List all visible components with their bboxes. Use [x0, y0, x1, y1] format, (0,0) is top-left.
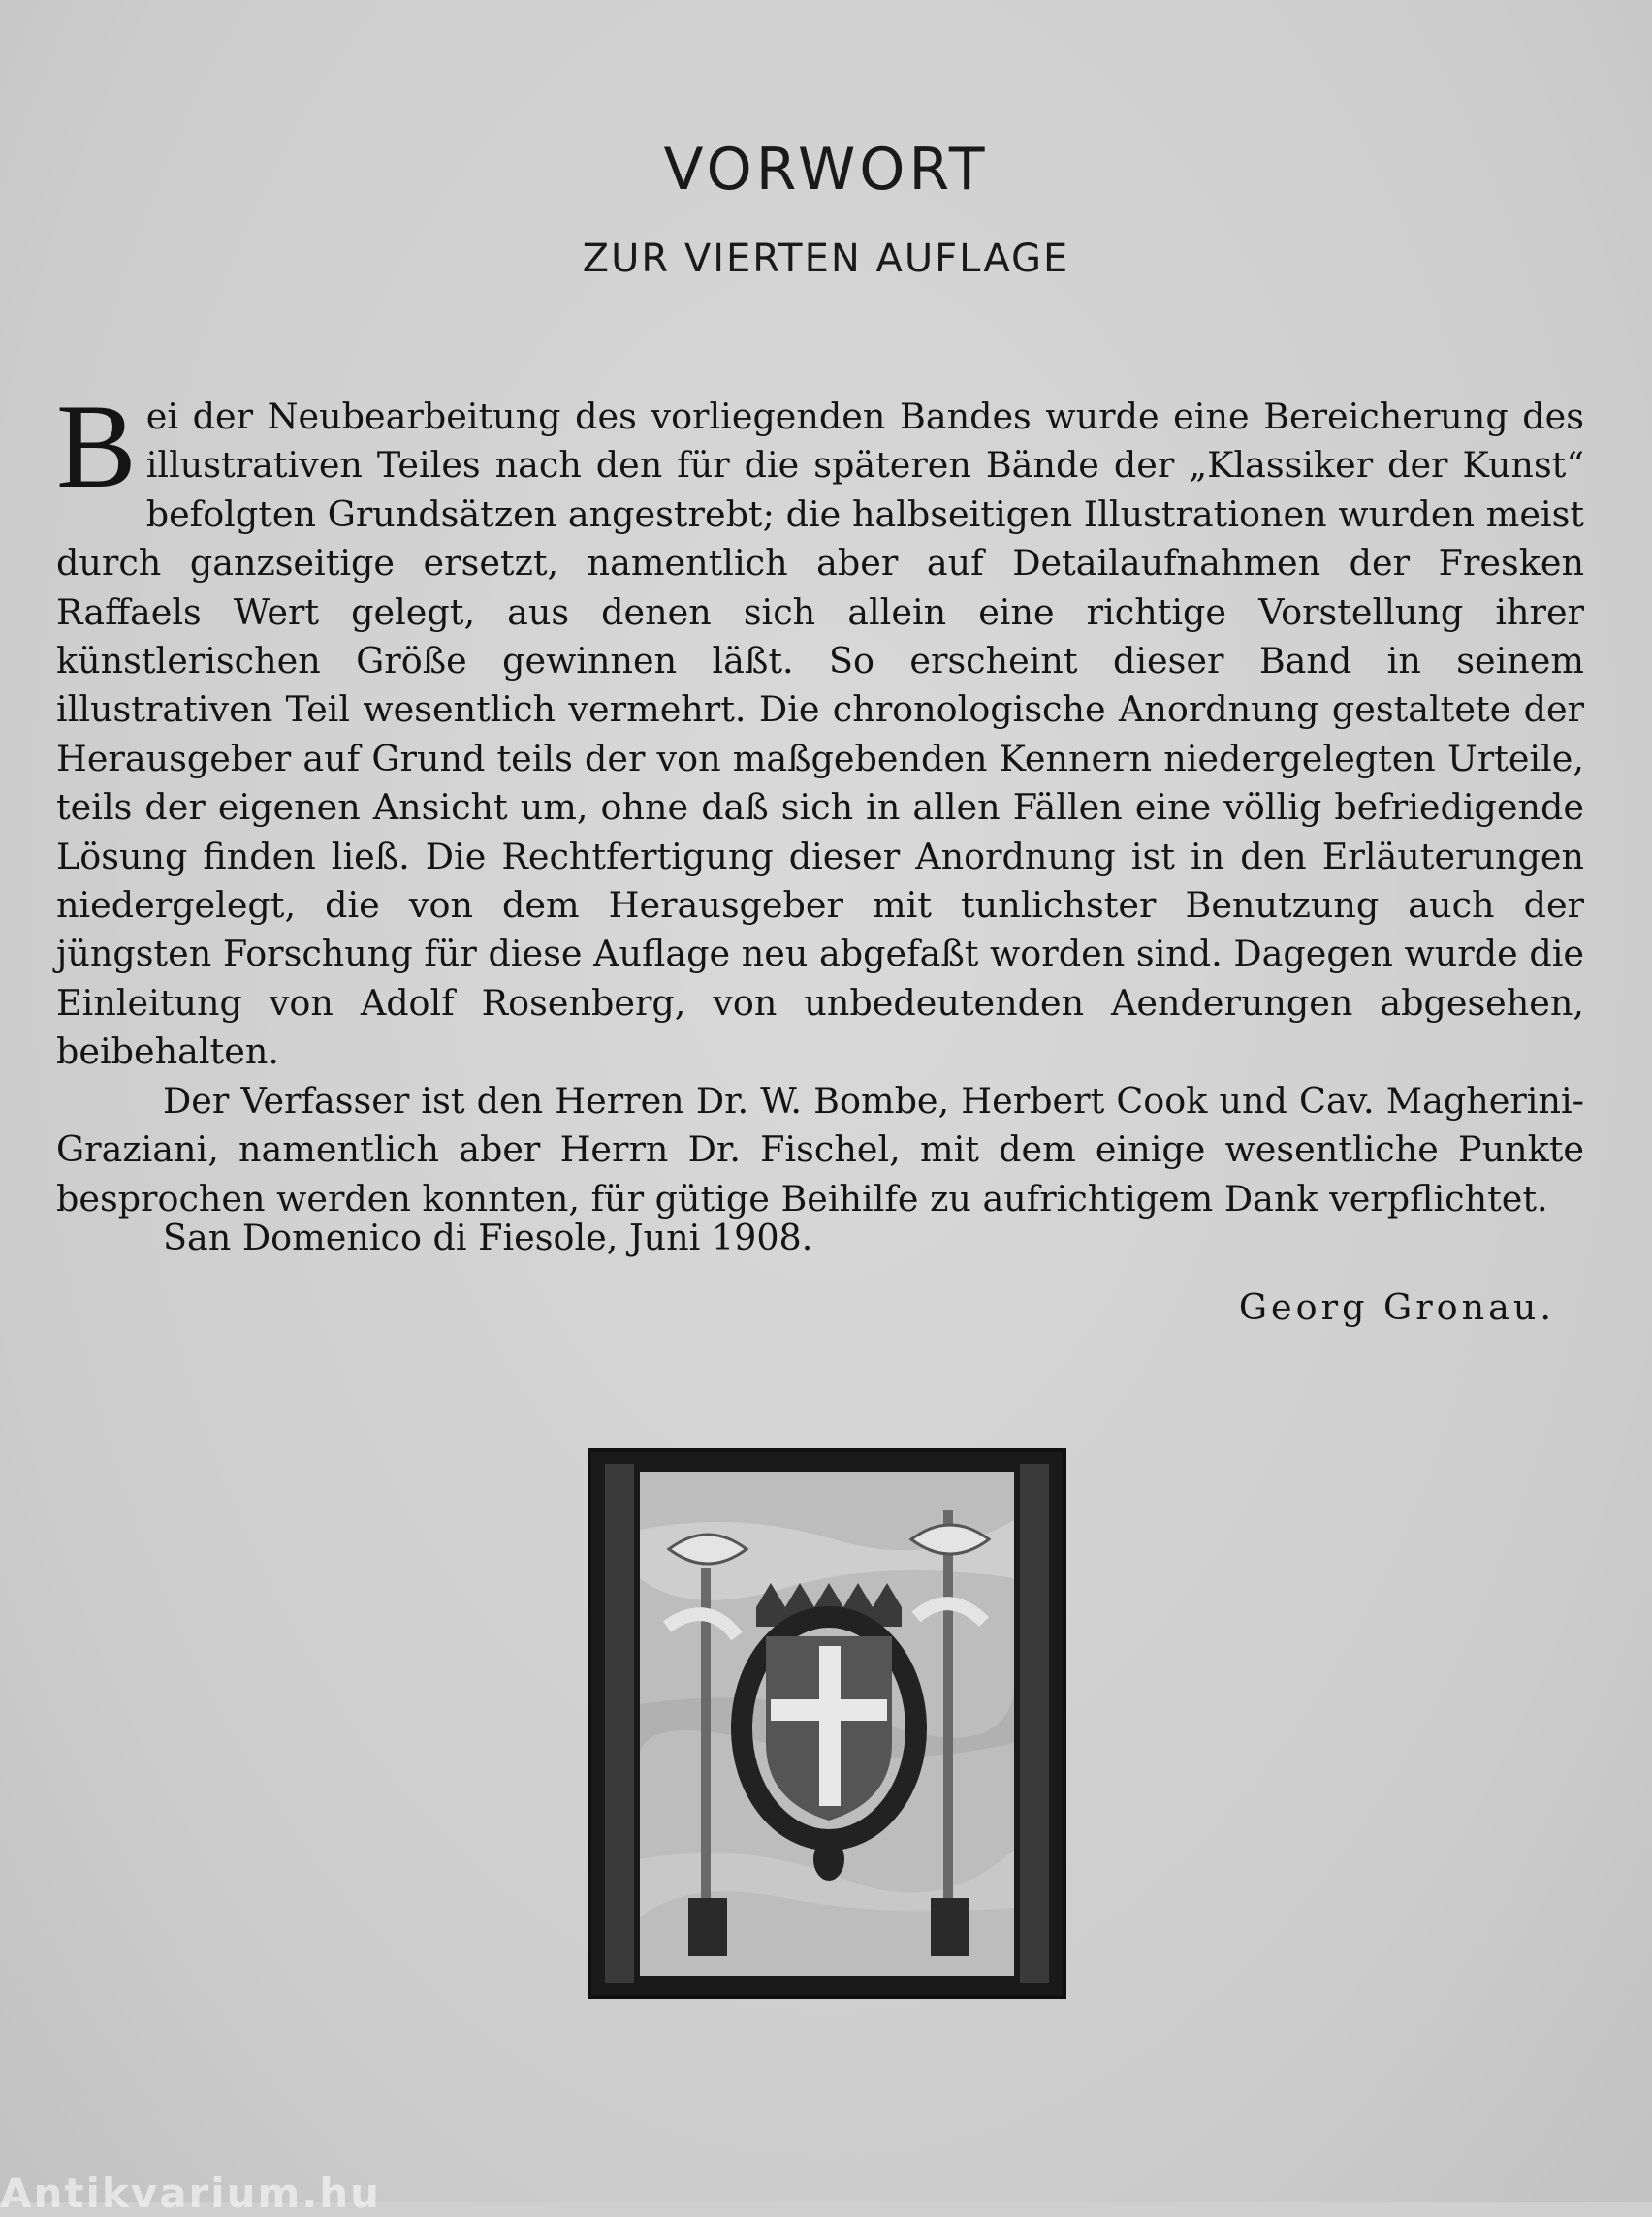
paragraph-2: Der Verfasser ist den Herren Dr. W. Bombe, Herbert Cook und Cav. Magherini-Graziani, namentlich aber Herrn Dr. Fischel, mit dem einige wesentliche Punkte besprochen werden konnten, für gütige Beihilfe zu aufrichtigem Dank verpflichtet. — [56, 1079, 1584, 1219]
place-date: San Domenico di Fiesole, Juni 1908. — [163, 1217, 813, 1258]
author-signature: Georg Gronau. — [1238, 1286, 1555, 1328]
coat-of-arms-plate — [588, 1448, 1066, 1999]
page-subtitle: ZUR VIERTEN AUFLAGE — [582, 237, 1070, 281]
paragraph-1 — [56, 380, 1584, 1077]
coat-of-arms-illustration — [591, 1452, 1063, 1995]
drop-cap: B — [56, 380, 137, 513]
preface-body — [56, 380, 1584, 1223]
watermark: Antikvarium.hu — [0, 2169, 382, 2217]
page-title: VORWORT — [663, 136, 989, 204]
paragraph-1-text: ei der Neubearbeitung des vorliegenden Bandes wurde eine Bereicherung des illustrativen Teiles nach den für die späteren Bände der „Klassiker der Kunst“ befolgten Grundsätzen angestrebt; die halbseitigen Illustrationen wurden meist durch ganzseitige ersetzt, namentlich aber auf Detailaufnahmen der Fresken Raffaels Wert gelegt, aus denen sich allein eine richtige Vorstellung ihrer künstlerischen Größe gewinnen läßt. So erscheint dieser Band in seinem illustrativen Teil wesentlich vermehrt. Die chronologische Anordnung gestaltete der Herausgeber auf Grund teils der von maßgebenden Kennern niedergelegten Urteile, teils der eigenen Ansicht um, ohne daß sich in allen Fällen eine völlig befriedigende Lösung finden ließ. Die Rechtfertigung dieser Anordnung ist in den Erläuterungen niedergelegt, die von dem Herausgeber mit tunlichster Benutzung auch der jüngsten Forschung für diese Auflage neu abgefaßt worden sind. Dagegen wurde die Einleitung von Adolf Rosenberg, von unbedeutenden Aenderungen abgesehen, beibehalten. — [56, 396, 1584, 1073]
